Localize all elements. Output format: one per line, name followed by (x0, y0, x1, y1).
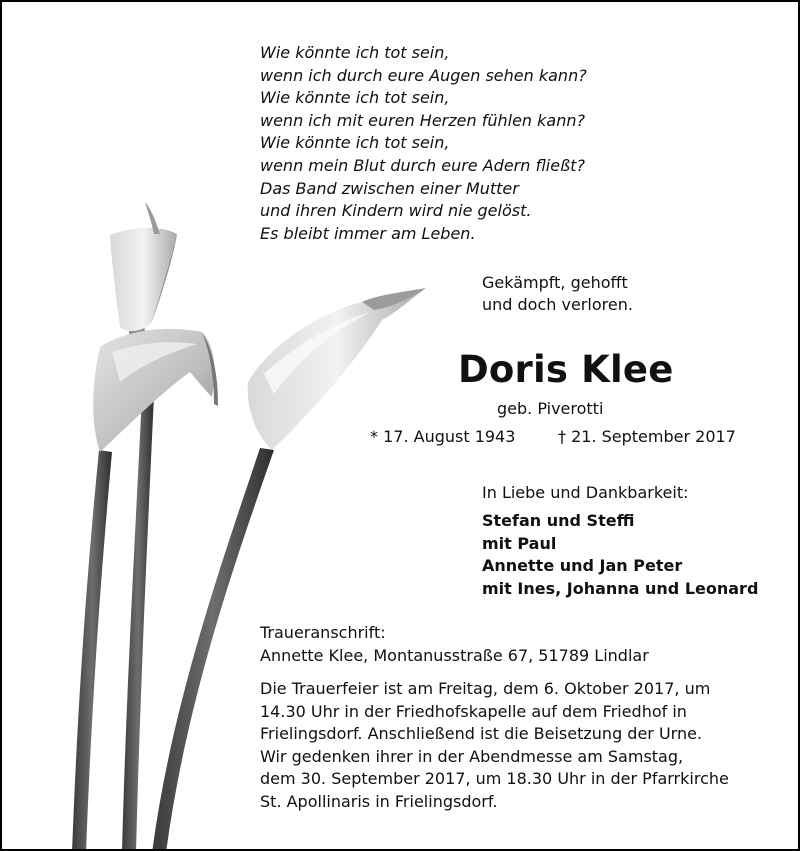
maiden-name: geb. Piverotti (497, 399, 604, 418)
ceremony-line: St. Apollinaris in Frielingsdorf. (260, 791, 498, 811)
address-line: Annette Klee, Montanusstraße 67, 51789 Lindlar (260, 645, 649, 665)
ceremony-line: 14.30 Uhr in der Friedhofskapelle auf dem Friedhof in (260, 701, 687, 721)
poem-line: wenn mein Blut durch eure Adern fließt? (260, 155, 585, 175)
mourning-address (260, 622, 649, 667)
calla-top (110, 228, 177, 331)
ceremony-line: Die Trauerfeier ist am Freitag, dem 6. Oktober 2017, um (260, 679, 711, 698)
poem-line: und ihren Kindern wird nie gelöst. (260, 201, 532, 221)
poem-line: wenn ich durch eure Augen sehen kann? (260, 65, 587, 85)
mourner-line: Stefan und Steffi (482, 511, 635, 530)
life-dates (370, 426, 736, 448)
mourner-line: Annette und Jan Peter (482, 556, 683, 576)
ceremony-details (260, 678, 760, 814)
stem-middle (122, 394, 154, 851)
gratitude-line: In Liebe und Dankbarkeit: (482, 483, 689, 502)
mourner-line: mit Paul (482, 533, 557, 553)
deceased-name: Doris Klee (458, 348, 674, 391)
poem-line: Wie könnte ich tot sein, (260, 133, 450, 153)
poem-line: Wie könnte ich tot sein, (260, 43, 450, 62)
poem (260, 42, 587, 245)
motto (482, 272, 633, 316)
poem-line: Das Band zwischen einer Mutter (260, 178, 519, 198)
poem-line: Es bleibt immer am Leben. (260, 223, 476, 243)
ceremony-line: Frielingsdorf. Anschließend ist die Beisetzung der Urne. (260, 724, 703, 744)
mourners-list (482, 510, 758, 600)
mourner-line: mit Ines, Johanna und Leonard (482, 578, 759, 598)
motto-line: und doch verloren. (482, 295, 633, 314)
ceremony-line: Wir gedenken ihrer in der Abendmesse am Samstag, (260, 746, 684, 766)
stem-left (72, 450, 112, 851)
death-date: † 21. September 2017 (558, 427, 736, 446)
poem-line: Wie könnte ich tot sein, (260, 88, 450, 108)
birth-date: * 17. August 1943 (370, 427, 516, 446)
ceremony-line: dem 30. September 2017, um 18.30 Uhr in der Pfarrkirche (260, 769, 729, 789)
stem-right (152, 448, 274, 851)
address-label: Traueranschrift: (260, 623, 386, 642)
poem-line: wenn ich mit euren Herzen fühlen kann? (260, 110, 585, 130)
motto-line: Gekämpft, gehofft (482, 273, 628, 292)
